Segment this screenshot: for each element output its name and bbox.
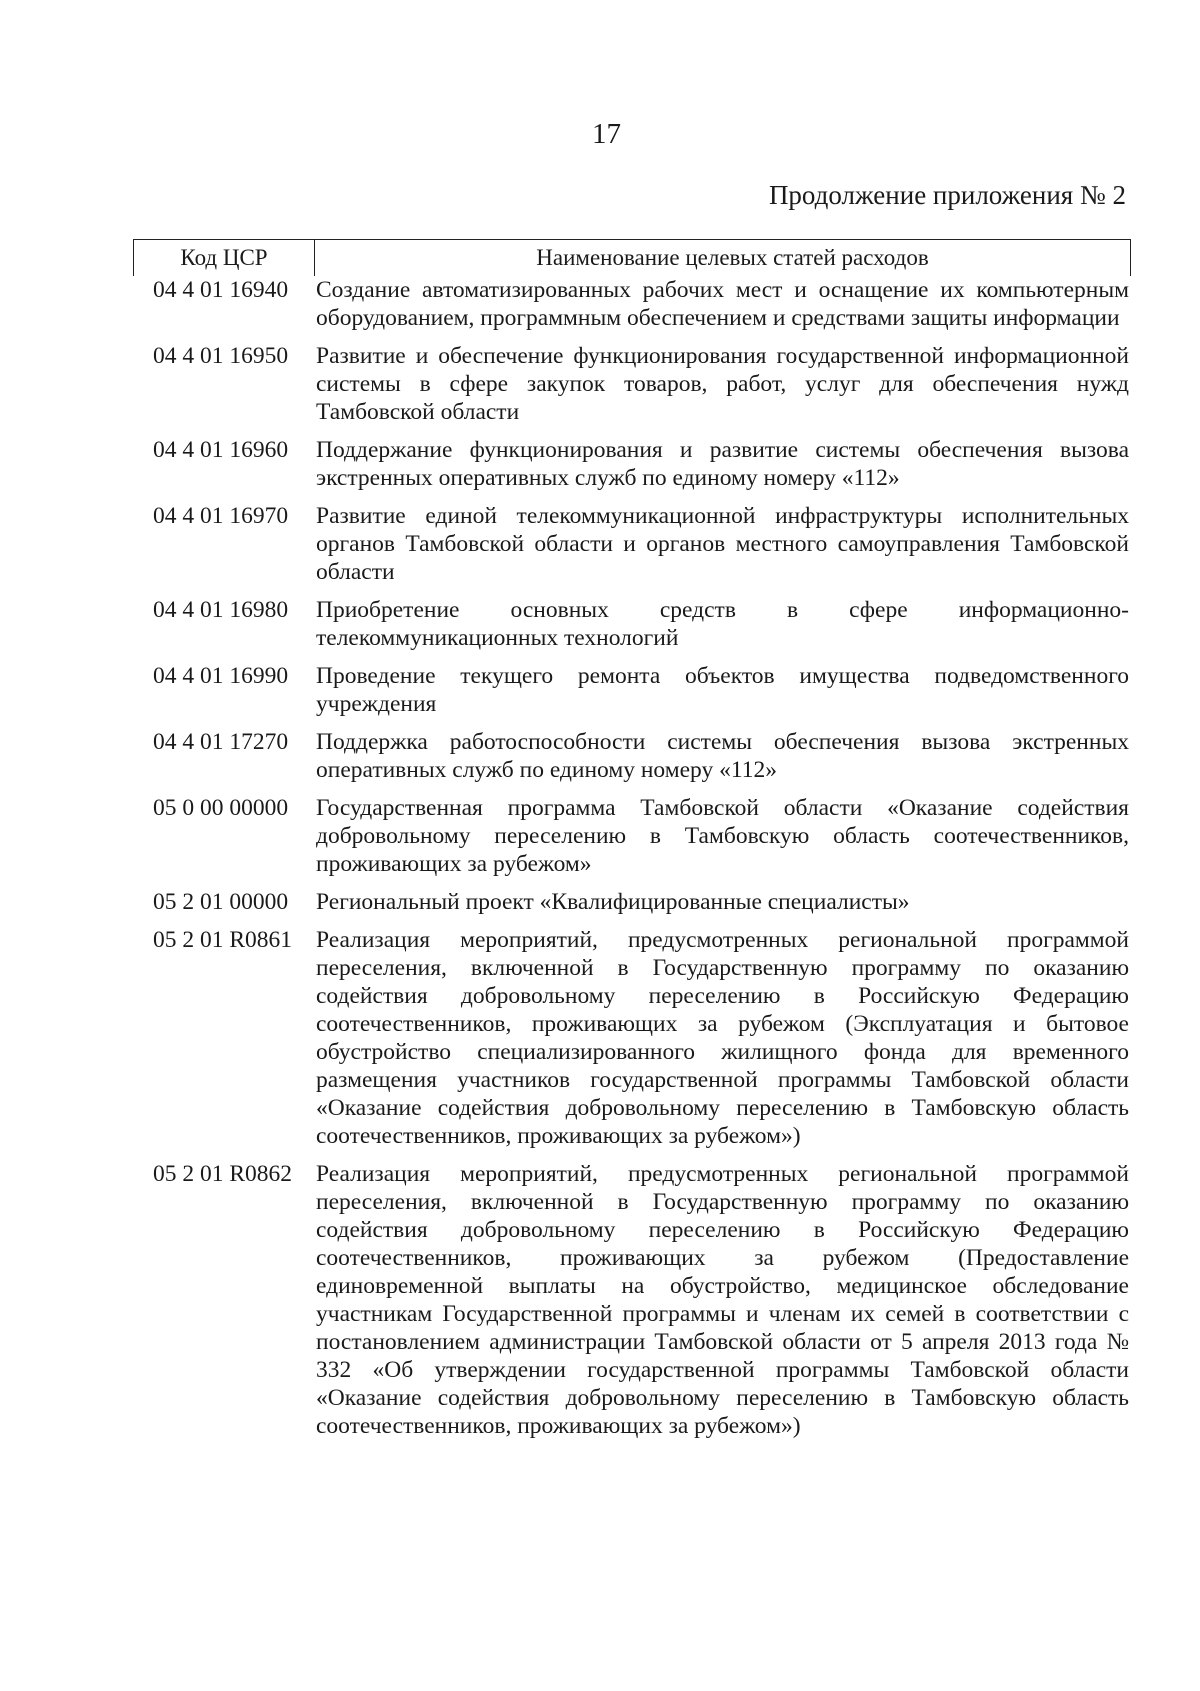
table-row [0,662,1200,718]
row-code: 04 4 01 16970 [153,503,289,529]
row-name: Приобретение основных средств в сфере информационно-телекоммуникационных технологий [316,597,1129,651]
row-name: Создание автоматизированных рабочих мест и оснащение их компьютерным оборудованием, программным обеспечением и средствами защиты информации [316,277,1129,331]
table-row [0,502,1200,586]
row-code: 04 4 01 16950 [153,343,289,369]
row-name: Реализация мероприятий, предусмотренных региональной программой переселения, включенной в Государственную программу по оказанию содействия добровольному переселению в Российскую Федерацию соотечественников, проживающих за рубежом (Эксплуатация и бытовое обустройство специализированного жилищного фонда для временного размещения участников государственной программы Тамбовской области «Оказание содействия добровольному переселению в Тамбовскую область соотечественников, проживающих за рубежом») [316,927,1129,1149]
row-name: Проведение текущего ремонта объектов имущества подведомственного учреждения [316,663,1129,717]
row-name: Региональный проект «Квалифицированные специалисты» [316,889,910,915]
table-row [0,276,1200,332]
table-header [133,239,1131,276]
row-name: Поддержание функционирования и развитие системы обеспечения вызова экстренных оперативных служб по единому номеру «112» [316,437,1129,491]
row-code: 04 4 01 16960 [153,437,289,463]
row-name: Государственная программа Тамбовской области «Оказание содействия добровольному переселению в Тамбовскую область соотечественников, проживающих за рубежом» [316,795,1129,877]
row-code: 04 4 01 16980 [153,597,289,623]
table-row [0,728,1200,784]
row-code: 05 2 01 R0861 [153,927,293,953]
table-row [0,888,1200,916]
table-row [0,436,1200,492]
table-row [0,1160,1200,1440]
row-code: 04 4 01 16990 [153,663,289,689]
row-code: 05 2 01 R0862 [153,1161,293,1187]
header-code: Код ЦСР [134,240,315,276]
row-code: 05 2 01 00000 [153,889,289,915]
row-code: 05 0 00 00000 [153,795,289,821]
row-name: Поддержка работоспособности системы обеспечения вызова экстренных оперативных служб по единому номеру «112» [316,729,1129,783]
row-code: 04 4 01 16940 [153,277,289,303]
table-row [0,926,1200,1150]
table-row [0,342,1200,426]
continuation-label: Продолжение приложения № 2 [768,180,1126,210]
table-body [0,276,1200,1450]
row-name: Развитие и обеспечение функционирования государственной информационной системы в сфере закупок товаров, работ, услуг для обеспечения нужд Тамбовской области [316,343,1129,425]
page-number: 17 [592,118,621,150]
table-row [0,596,1200,652]
header-name: Наименование целевых статей расходов [536,245,929,270]
table-row [0,794,1200,878]
row-code: 04 4 01 17270 [153,729,289,755]
row-name: Развитие единой телекоммуникационной инфраструктуры исполнительных органов Тамбовской области и органов местного самоуправления Тамбовской области [316,503,1129,585]
row-name: Реализация мероприятий, предусмотренных региональной программой переселения, включенной в Государственную программу по оказанию содействия добровольному переселению в Российскую Федерацию соотечественников, проживающих за рубежом (Предоставление единовременной выплаты на обустройство, медицинское обследование участникам Государственной программы и членам их семей в соответствии с постановлением администрации Тамбовской области от 5 апреля 2013 года № 332 «Об утверждении государственной программы Тамбовской области «Оказание содействия добровольному переселению в Тамбовскую область соотечественников, проживающих за рубежом») [316,1161,1129,1439]
